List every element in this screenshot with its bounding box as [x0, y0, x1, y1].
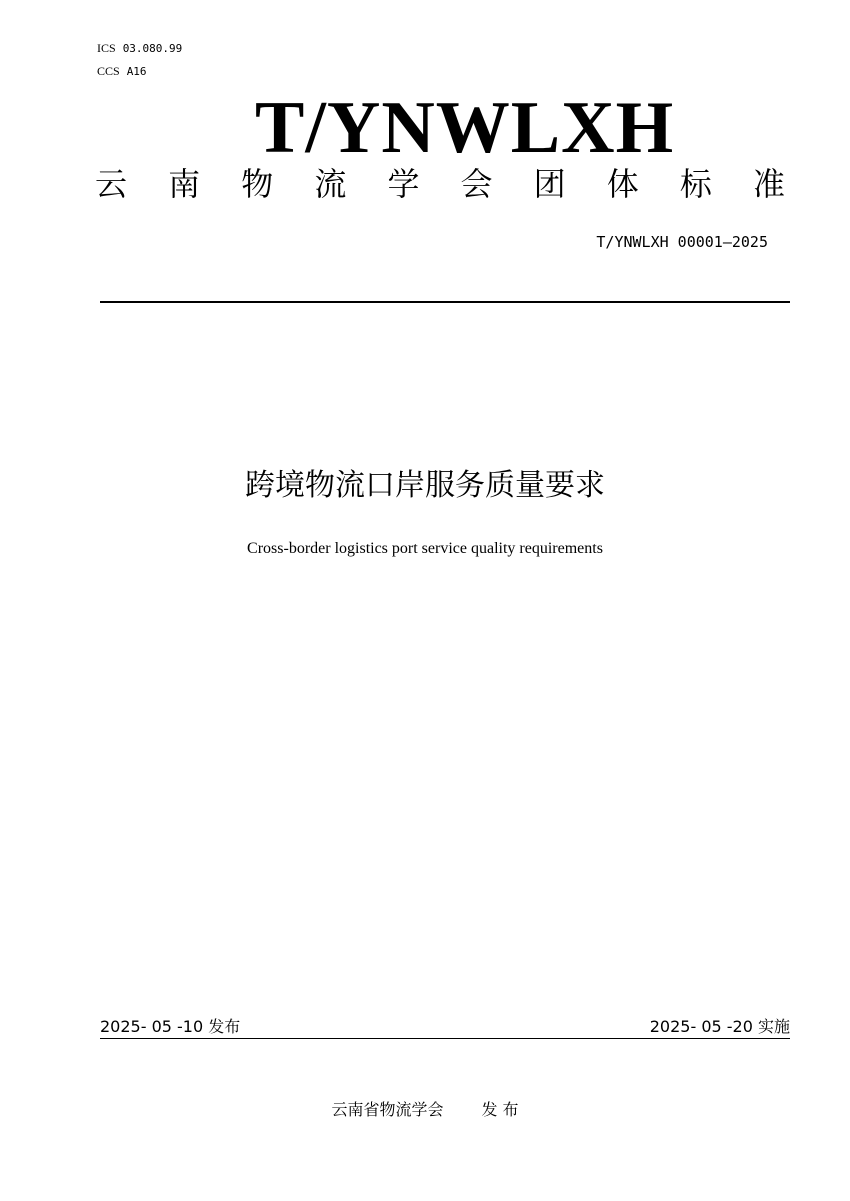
issue-date: 2025- 05 -10 发布 — [100, 1017, 241, 1036]
ics-label: ICS — [97, 41, 116, 55]
org-name-char: 准 — [752, 165, 785, 203]
footer-divider — [100, 1038, 790, 1039]
standard-number: T/YNWLXH 00001—2025 — [596, 233, 768, 251]
header-divider — [100, 301, 790, 303]
ics-classification — [97, 41, 182, 56]
org-name-char: 云 — [95, 165, 128, 203]
publisher-line — [0, 1099, 850, 1121]
ccs-code: A16 — [126, 65, 147, 78]
org-name-char: 南 — [168, 165, 201, 203]
org-name-char: 团 — [533, 165, 566, 203]
document-title-english: Cross-border logistics port service quality requirements — [247, 540, 603, 557]
org-name-char: 会 — [460, 165, 493, 203]
standard-code-title: T/YNWLXH — [255, 87, 675, 169]
publisher-name: 云南省物流学会 — [331, 1100, 444, 1119]
ccs-classification — [97, 64, 147, 79]
org-name-char: 学 — [387, 165, 420, 203]
org-name-char: 物 — [241, 165, 274, 203]
ccs-label: CCS — [97, 64, 120, 78]
publisher-action: 发 布 — [481, 1100, 519, 1119]
document-title-chinese: 跨境物流口岸服务质量要求 — [245, 468, 605, 503]
organization-standard-name — [95, 164, 785, 204]
org-name-char: 流 — [314, 165, 347, 203]
org-name-char: 标 — [679, 165, 712, 203]
implementation-date: 2025- 05 -20 实施 — [649, 1017, 790, 1036]
ics-code: 03.080.99 — [122, 42, 183, 55]
org-name-char: 体 — [606, 165, 639, 203]
